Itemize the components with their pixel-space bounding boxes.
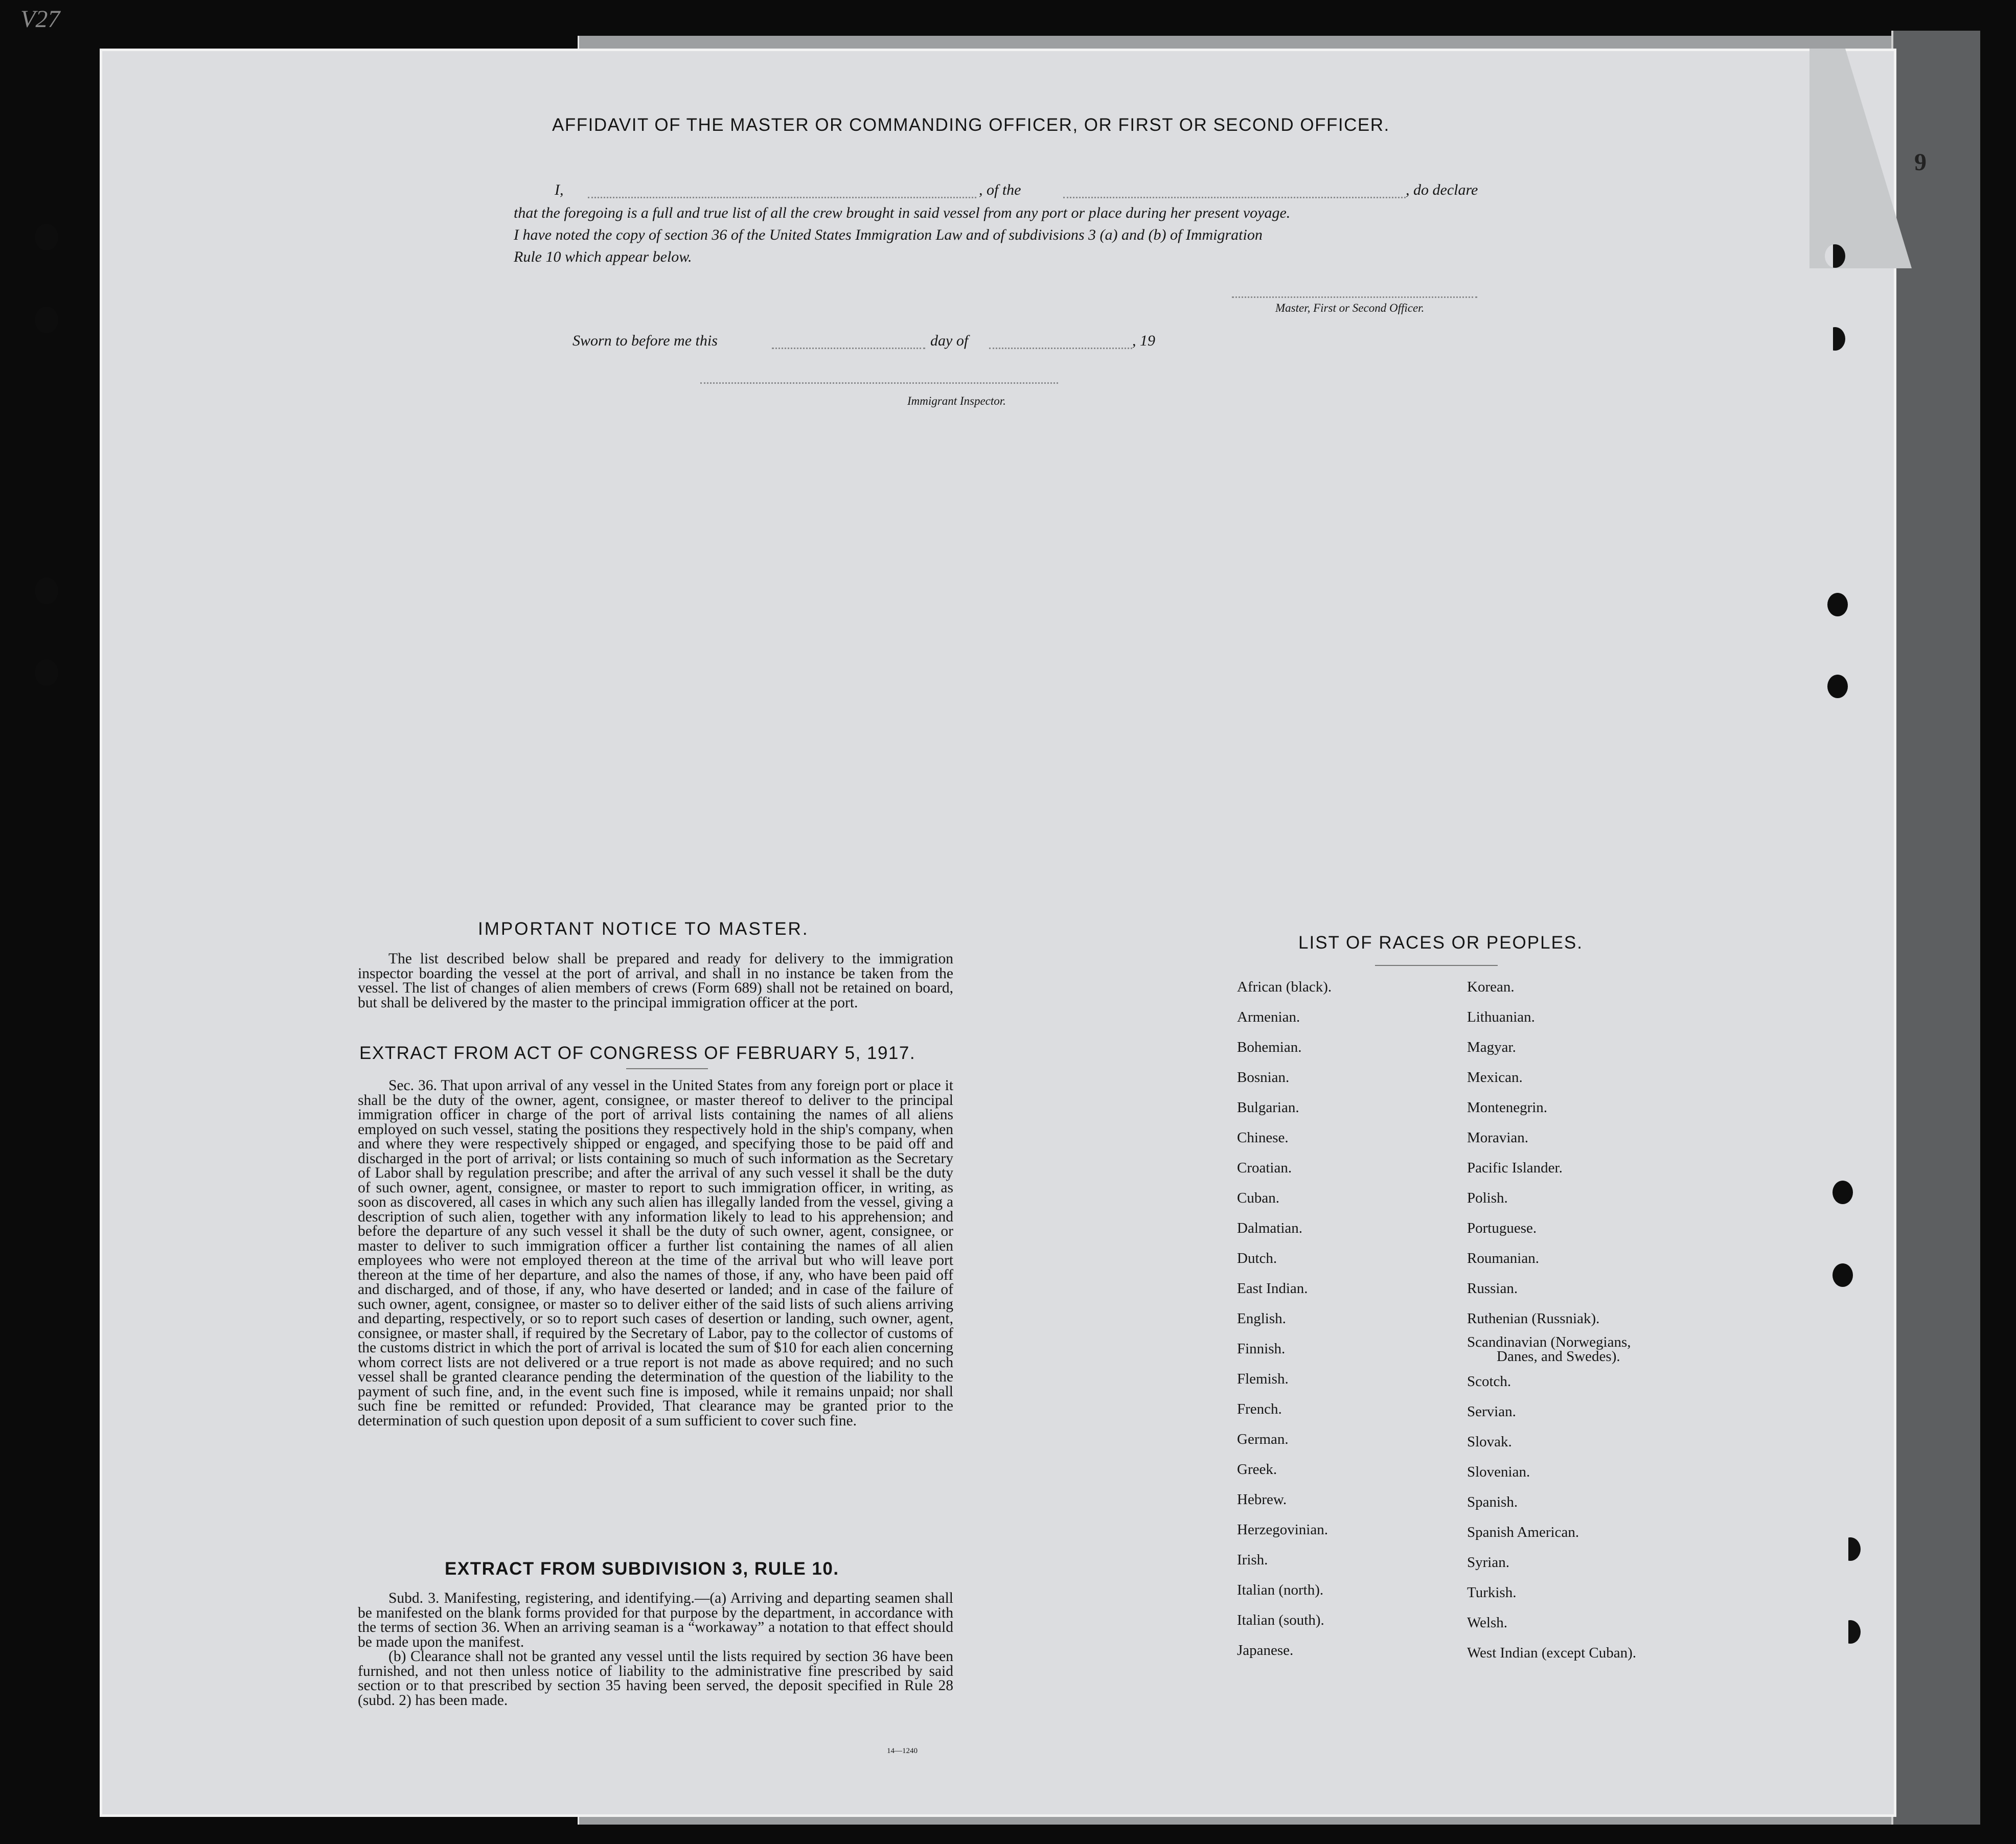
affidavit-line-3: I have noted the copy of section 36 of the United States Immigration Law and of subdivisions 3 (a) and (b) of Immigration xyxy=(514,226,1263,243)
race-col2-item: Syrian. xyxy=(1467,1554,1509,1571)
punch-hole xyxy=(1832,1263,1853,1287)
form-page xyxy=(100,49,1896,1817)
race-col2-item: Slovak. xyxy=(1467,1434,1512,1450)
race-col2-item: West Indian (except Cuban). xyxy=(1467,1645,1637,1661)
form-number: 14—1240 xyxy=(887,1747,918,1755)
race-scandinavian-line2: Danes, and Swedes). xyxy=(1497,1348,1620,1365)
race-col1-item: Dalmatian. xyxy=(1237,1220,1303,1236)
affidavit-line-2: that the foregoing is a full and true list of all the crew brought in said vessel from any port or place during her present voyage. xyxy=(514,204,1291,221)
race-col2-item: Korean. xyxy=(1467,979,1515,995)
race-col2-item: Ruthenian (Russniak). xyxy=(1467,1310,1600,1327)
punch-hole xyxy=(1840,1537,1861,1561)
race-col2-item xyxy=(1467,1335,1682,1364)
race-col1-item: Bohemian. xyxy=(1237,1039,1302,1055)
race-col1-item: Herzegovinian. xyxy=(1237,1522,1328,1538)
affidavit-line-4: Rule 10 which appear below. xyxy=(514,248,692,265)
race-col2-item: Roumanian. xyxy=(1467,1250,1539,1266)
punch-hole xyxy=(1827,593,1848,616)
race-col2-item: Moravian. xyxy=(1467,1130,1528,1146)
rule-extract-text xyxy=(358,1591,953,1708)
race-col2-item: Scotch. xyxy=(1467,1373,1511,1390)
sworn-year: , 19 xyxy=(1132,332,1155,349)
punch-hole xyxy=(1825,244,1845,268)
race-col1-item: East Indian. xyxy=(1237,1280,1308,1297)
race-col1-item: Dutch. xyxy=(1237,1250,1277,1266)
signature-label: Master, First or Second Officer. xyxy=(1275,302,1425,314)
race-col2-item: Montenegrin. xyxy=(1467,1099,1548,1116)
sworn-month-blank[interactable] xyxy=(989,348,1132,349)
race-col2-item: Welsh. xyxy=(1467,1615,1508,1631)
race-col2-item: Spanish. xyxy=(1467,1494,1518,1510)
inspector-label: Immigrant Inspector. xyxy=(907,395,1006,407)
notice-paragraph: The list described below shall be prepared and ready for delivery to the immigration inspector boarding the vessel at the port of arrival, and shall in no instance be taken from the vessel. The list of changes of alien members of crews (Form 689) shall not be retained on board, but shall be delivered by the master to the principal immigration officer at the port. xyxy=(358,951,953,1011)
punch-hole xyxy=(1832,1181,1853,1204)
rule-extract-title: EXTRACT FROM SUBDIVISION 3, RULE 10. xyxy=(445,1559,839,1579)
race-col2-item: Russian. xyxy=(1467,1280,1518,1297)
punch-hole xyxy=(35,578,58,604)
races-title-rule xyxy=(1375,965,1498,966)
race-col2-item: Portuguese. xyxy=(1467,1220,1537,1236)
race-col2-item: Mexican. xyxy=(1467,1069,1523,1086)
act-title-rule xyxy=(626,1068,708,1069)
punch-hole xyxy=(35,307,58,333)
race-col2-item: Turkish. xyxy=(1467,1584,1517,1601)
rule-paragraph-b: (b) Clearance shall not be granted any vessel until the lists required by section 36 have been furnished, and not then unless notice of liability to the administrative fine prescribed by said section or to that prescribed by section 35 having been served, the deposit specified in Rule 28 (subd. 2) has been made. xyxy=(358,1648,953,1709)
race-col1-item: Italian (south). xyxy=(1237,1612,1324,1628)
race-col2-item: Slovenian. xyxy=(1467,1464,1530,1480)
act-extract-text xyxy=(358,1078,953,1428)
corner-mark: V27 xyxy=(20,6,60,33)
race-col1-item: Chinese. xyxy=(1237,1130,1289,1146)
race-col1-item: Bosnian. xyxy=(1237,1069,1290,1086)
signature-blank[interactable] xyxy=(1232,296,1477,298)
affidavit-title: AFFIDAVIT OF THE MASTER OR COMMANDING OFFICER, OR FIRST OR SECOND OFFICER. xyxy=(552,115,1390,135)
punch-hole xyxy=(35,224,58,250)
race-col1-item: Flemish. xyxy=(1237,1371,1289,1387)
race-col1-item: Irish. xyxy=(1237,1552,1268,1568)
affidavit-i: I, xyxy=(555,181,564,198)
race-col1-item: English. xyxy=(1237,1310,1286,1327)
act-extract-title: EXTRACT FROM ACT OF CONGRESS OF FEBRUARY 5, 1917. xyxy=(359,1043,916,1063)
underlying-page-edge xyxy=(1891,31,1980,1825)
race-col1-item: German. xyxy=(1237,1431,1289,1447)
punch-hole xyxy=(1827,675,1848,698)
punch-hole xyxy=(35,659,58,686)
race-col1-item: Armenian. xyxy=(1237,1009,1300,1025)
race-col1-item: Italian (north). xyxy=(1237,1582,1324,1598)
race-col2-item: Servian. xyxy=(1467,1403,1516,1420)
races-title: LIST OF RACES OR PEOPLES. xyxy=(1298,933,1584,953)
punch-hole xyxy=(1825,327,1845,351)
race-col1-item: Cuban. xyxy=(1237,1190,1279,1206)
act-paragraph: Sec. 36. That upon arrival of any vessel in the United States from any foreign port or place it shall be the duty of the owner, agent, consignee, or master thereof to deliver to the principal immigration officer in charge of the port of arrival lists containing the names of all aliens employed on such vessel, stating the positions they respectively hold in the ship's company, when and where they were respectively shipped or engaged, and specifying those to be paid off and discharged in the port of arrival; or lists containing so much of such information as the Secretary of Labor shall by regulation prescribe; and after the arrival of any such vessel it shall be the duty of such owner, agent, consignee, or master to report to such immigration officer, in writing, as soon as discovered, all cases in which any such alien has illegally landed from the vessel, giving a description of such alien, together with any information likely to lead to his apprehension; and before the departure of any such vessel it shall be the duty of such owner, agent, consignee, or master to deliver to such immigration officer a further list containing the names of all alien employees who were not employed thereon at the time of the arrival but who will leave port thereon at the time of her departure, and also the names of those, if any, who have been paid off and discharged, and of those, if any, who have deserted or landed; and in case of the failure of such owner, agent, consignee, or master so to deliver either of the said lists of such aliens arriving and departing, respectively, or so to report such cases of desertion or landing, such owner, agent, consignee, or master shall, if required by the Secretary of Labor, pay to the collector of customs of the customs district in which the port of arrival is located the sum of $10 for each alien concerning whom correct lists are not delivered or a true report is not made as above required; and no such vessel shall be granted clearance pending the determination of the question of the liability to the payment of such fine, and, in the event such fine is imposed, while it remains unpaid; nor shall such fine be remitted or refunded: Provided, That clearance may be granted prior to the determination of such question upon deposit of a sum sufficient to cover such fine. xyxy=(358,1077,953,1429)
race-col2-item: Pacific Islander. xyxy=(1467,1160,1563,1176)
race-col1-item: Japanese. xyxy=(1237,1642,1294,1658)
vessel-blank[interactable] xyxy=(1063,197,1406,198)
punch-hole xyxy=(1840,1620,1861,1644)
affidavit-of-the: , of the xyxy=(979,181,1021,198)
rule-paragraph-a: Subd. 3. Manifesting, registering, and identifying.—(a) Arriving and departing seamen shall be manifested on the blank forms provided for that purpose by the department, in accordance with the terms of section 36. When an arriving seaman is a “workaway” a notation to that effect should be made upon the manifest. xyxy=(358,1590,953,1650)
race-col1-item: Greek. xyxy=(1237,1461,1277,1478)
race-col1-item: African (black). xyxy=(1237,979,1332,995)
race-col2-item: Lithuanian. xyxy=(1467,1009,1535,1025)
sworn-day-blank[interactable] xyxy=(772,348,925,349)
notice-text xyxy=(358,952,953,1010)
day-of-text: day of xyxy=(930,332,969,349)
race-scandinavian-line1: Scandinavian (Norwegians, xyxy=(1467,1334,1631,1350)
affidavit-do-declare: , do declare xyxy=(1406,181,1478,198)
race-col2-item: Polish. xyxy=(1467,1190,1508,1206)
race-col1-item: Finnish. xyxy=(1237,1341,1286,1357)
name-blank[interactable] xyxy=(588,197,976,198)
race-col2-item: Spanish American. xyxy=(1467,1524,1579,1540)
race-col2-item: Magyar. xyxy=(1467,1039,1516,1055)
sworn-text: Sworn to before me this xyxy=(572,332,718,349)
race-col1-item: French. xyxy=(1237,1401,1282,1417)
side-number: 9 xyxy=(1914,149,1927,176)
notice-title: IMPORTANT NOTICE TO MASTER. xyxy=(478,919,809,939)
race-col1-item: Hebrew. xyxy=(1237,1491,1287,1508)
race-col1-item: Bulgarian. xyxy=(1237,1099,1299,1116)
race-col1-item: Croatian. xyxy=(1237,1160,1292,1176)
inspector-blank[interactable] xyxy=(700,382,1058,384)
